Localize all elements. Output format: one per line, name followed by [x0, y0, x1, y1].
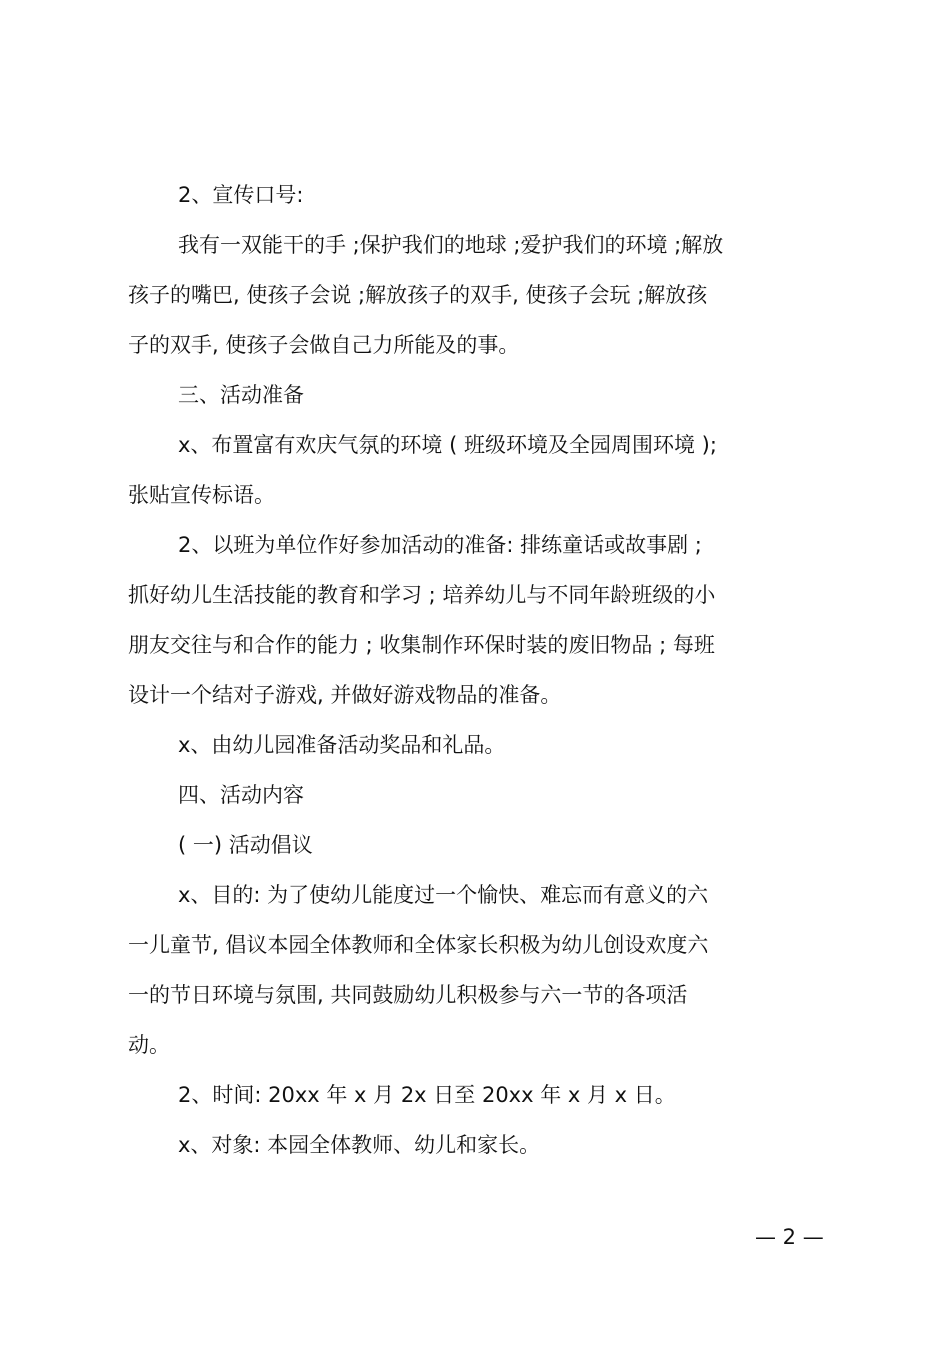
slogan-text-line-2: 孩子的嘴巴, 使孩子会说 ;解放孩子的双手, 使孩子会玩 ;解放孩 — [128, 283, 708, 307]
purpose-line-4: 动。 — [128, 1033, 170, 1057]
section-heading-preparation: 三、活动准备 — [178, 383, 304, 407]
purpose-line-2: 一儿童节, 倡议本园全体教师和全体家长积极为幼儿创设欢度六 — [128, 933, 709, 957]
purpose-line-3: 一的节日环境与氛围, 共同鼓励幼儿积极参与六一节的各项活 — [128, 983, 688, 1007]
preparation-item-2-line-3: 朋友交往与和合作的能力 ; 收集制作环保时装的废旧物品 ; 每班 — [128, 633, 715, 657]
slogan-heading: 2、宣传口号: — [178, 183, 304, 207]
slogan-text-line-1: 我有一双能干的手 ;保护我们的地球 ;爱护我们的环境 ;解放 — [178, 233, 724, 257]
time-line: 2、时间: 20xx 年 x 月 2x 日至 20xx 年 x 月 x 日。 — [178, 1083, 676, 1107]
purpose-line-1: x、目的: 为了使幼儿能度过一个愉快、难忘而有意义的六 — [178, 883, 709, 907]
preparation-item-2-line-4: 设计一个结对子游戏, 并做好游戏物品的准备。 — [128, 683, 562, 707]
preparation-item-1-line-2: 张贴宣传标语。 — [128, 483, 275, 507]
preparation-item-3: x、由幼儿园准备活动奖品和礼品。 — [178, 733, 506, 757]
slogan-text-line-3: 子的双手, 使孩子会做自己力所能及的事。 — [128, 333, 520, 357]
preparation-item-2-line-1: 2、以班为单位作好参加活动的准备: 排练童话或故事剧 ; — [178, 533, 702, 557]
subsection-heading-proposal: ( 一) 活动倡议 — [178, 833, 313, 857]
audience-line: x、对象: 本园全体教师、幼儿和家长。 — [178, 1133, 541, 1157]
page-number: — 2 — — [755, 1225, 824, 1249]
section-heading-content: 四、活动内容 — [178, 783, 304, 807]
preparation-item-1-line-1: x、布置富有欢庆气氛的环境 ( 班级环境及全园周围环境 ); — [178, 433, 717, 457]
preparation-item-2-line-2: 抓好幼儿生活技能的教育和学习 ; 培养幼儿与不同年龄班级的小 — [128, 583, 716, 607]
